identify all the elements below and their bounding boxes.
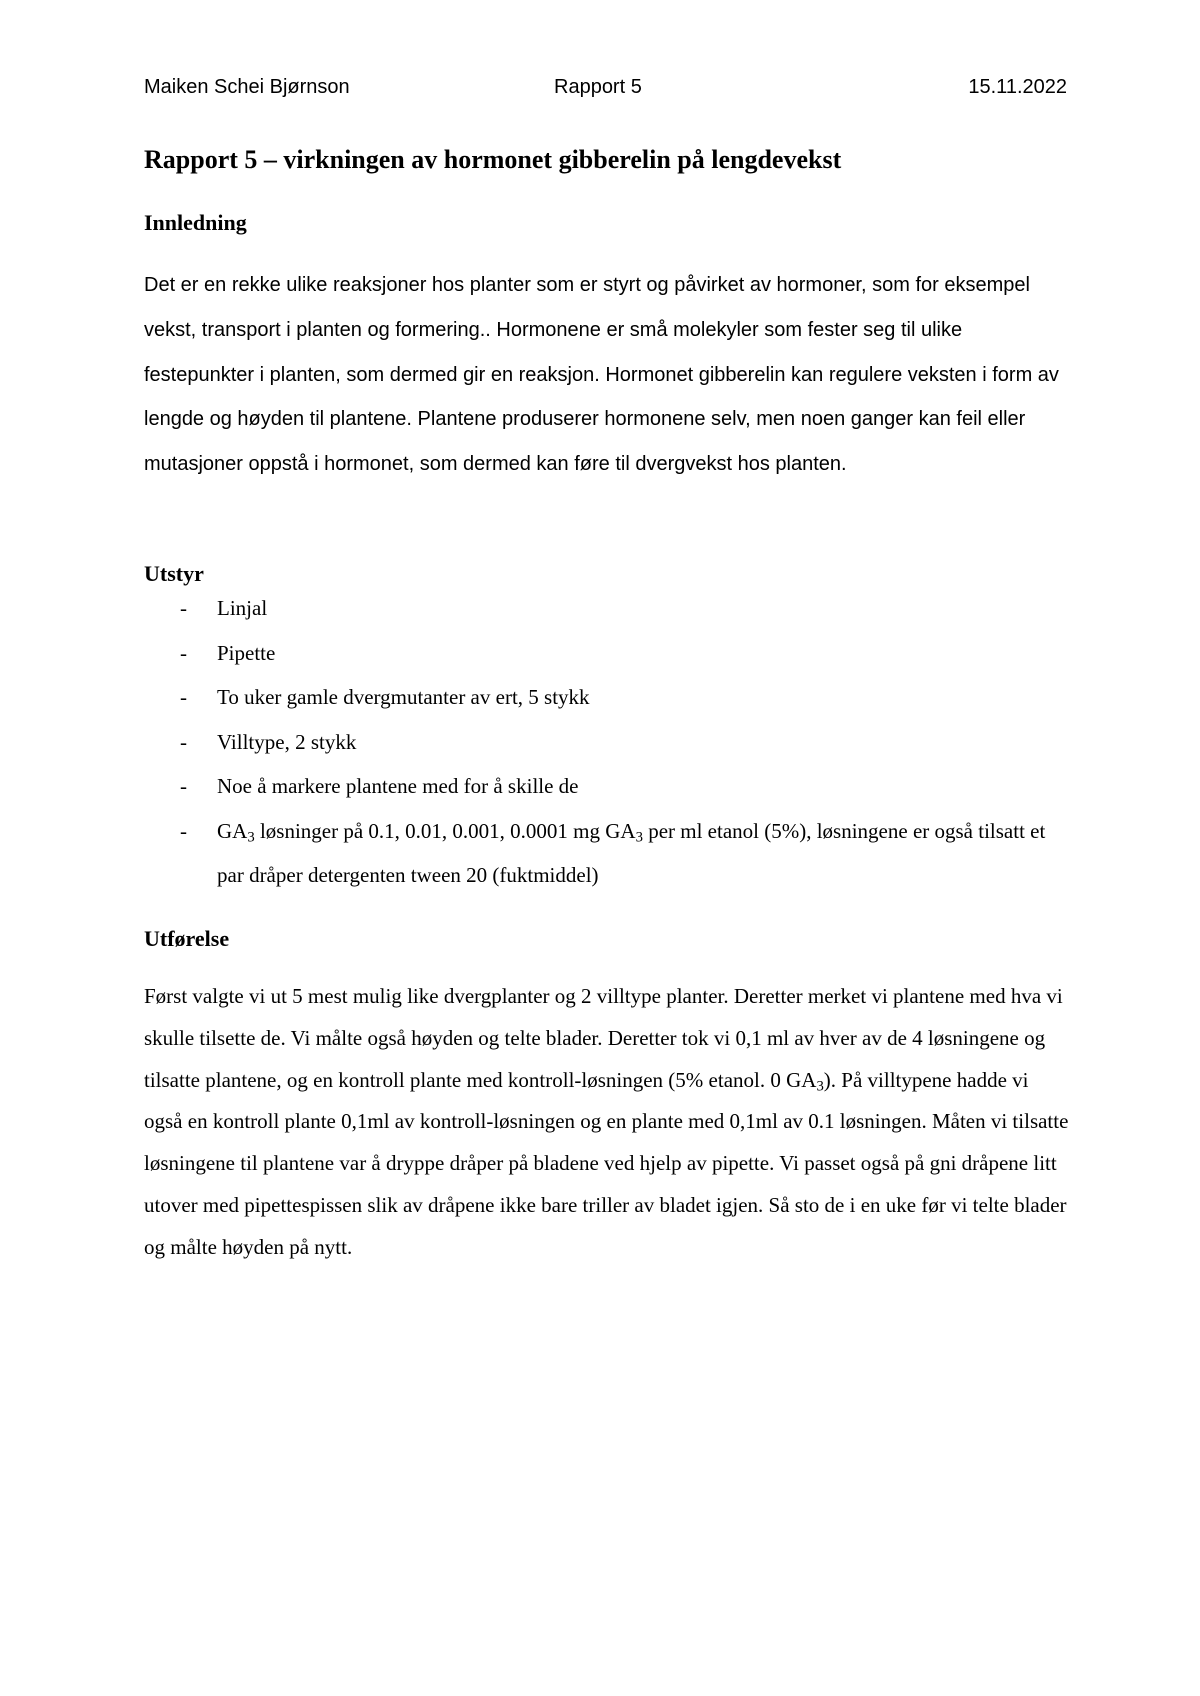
list-bullet: - (180, 596, 187, 620)
list-item-text: Villtype, 2 stykk (217, 729, 357, 754)
list-item (144, 586, 1069, 631)
procedure-text-part1: Først valgte vi ut 5 mest mulig like dvergplanter og 2 villtype planter. Deretter merket vi plantene med hva vi skulle tilsette de. Vi målte også høyden og telte blader. Deretter tok vi 0,1 ml av hver av de 4 løsningene og tilsatte plantene, og en kontroll plante med kontroll-løsningen (5% etanol. 0 GA (144, 984, 1063, 1092)
list-item (144, 631, 1069, 676)
header-report: Rapport 5 (554, 76, 642, 98)
list-item-text: Noe å markere plantene med for å skille de (217, 774, 579, 798)
header-author: Maiken Schei Bjørnson (144, 76, 350, 98)
section-heading-innledning: Innledning (144, 210, 247, 235)
list-bullet: - (180, 774, 187, 798)
list-item (144, 764, 1069, 809)
section-heading-utforelse: Utførelse (144, 926, 230, 951)
solution-text-end: per ml etanol (5%), løsningene er også tilsatt et par dråper detergenten tween 20 (fuktmiddel) (217, 818, 1046, 887)
procedure-paragraph (144, 976, 1069, 1269)
list-item-text: To uker gamle dvergmutanter av ert, 5 stykk (217, 685, 590, 709)
header-date: 15.11.2022 (968, 76, 1067, 98)
list-item-text: Pipette (217, 640, 276, 665)
list-item (144, 720, 1069, 765)
list-item-solutions (144, 809, 1069, 898)
list-item (144, 675, 1069, 720)
list-bullet: - (180, 685, 187, 709)
solution-text-middle: løsninger på 0.1, 0.01, 0.001, 0.0001 mg GA (254, 818, 636, 843)
subscript: 3 (816, 1078, 824, 1095)
procedure-text-part2: ). På villtypene hadde vi også en kontroll plante 0,1ml av kontroll-løsningen og en plante med 0,1ml av 0.1 løsningen. Måten vi tilsatte løsningene til plantene var å dryppe dråper på bladene ved hjelp av pipette. Vi passet også på gni dråpene litt utover med pipettespissen slik av dråpene ikke bare triller av bladet igjen. Så sto de i en uke før vi telte blader og målte høyden på nytt. (144, 1067, 1069, 1259)
document-title: Rapport 5 – virkningen av hormonet gibberelin på lengdevekst (144, 145, 842, 174)
equipment-list (144, 586, 1069, 898)
list-bullet: - (180, 640, 187, 665)
list-bullet: - (180, 818, 187, 843)
subscript: 3 (247, 829, 255, 846)
list-item-text: Linjal (217, 596, 268, 620)
intro-paragraph: Det er en rekke ulike reaksjoner hos planter som er styrt og påvirket av hormoner, som for eksempel vekst, transport i planten og formering.. Hormonene er små molekyler som fester seg til ulike festepunkter i planten, som dermed gir en reaksjon. Hormonet gibberelin kan regulere veksten i form av lengde og høyden til plantene. Plantene produserer hormonene selv, men noen ganger kan feil eller mutasjoner oppstå i hormonet, som dermed kan føre til dvergvekst hos planten. (144, 274, 1059, 476)
subscript: 3 (635, 829, 643, 846)
solution-ga-label: GA (217, 818, 248, 843)
section-heading-utstyr: Utstyr (144, 561, 204, 586)
list-bullet: - (180, 729, 187, 754)
